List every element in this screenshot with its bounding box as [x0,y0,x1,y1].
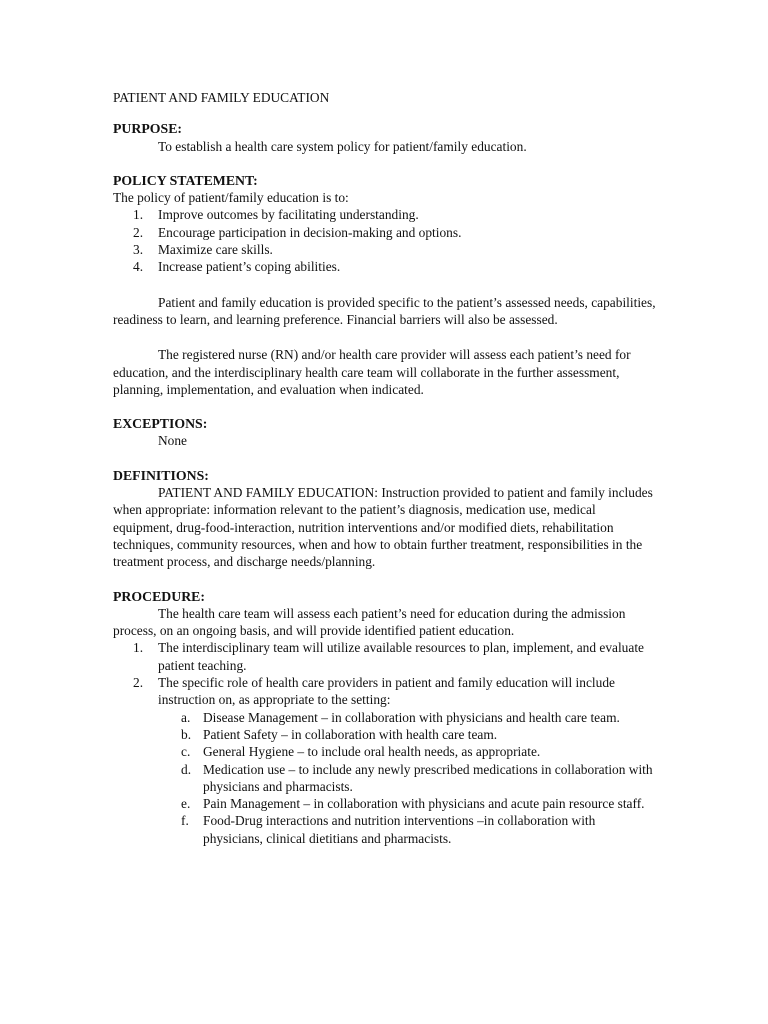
list-item [113,674,658,847]
sublist-item [113,812,658,847]
list-item [113,206,658,223]
sublist-item [113,709,658,726]
list-item-text: The specific role of health care providers in patient and family education will include instruction on, as appropriate to the setting: [158,675,615,708]
list-marker: 2. [133,675,144,691]
exceptions-text: None [158,433,188,449]
procedure-heading: PROCEDURE: [113,588,205,604]
list-marker: 2. [133,224,144,240]
sublist-item-text: Disease Management – in collaboration with physicians and health care team. [203,709,620,725]
definitions-heading: DEFINITIONS: [113,467,209,483]
list-item-text: The interdisciplinary team will utilize available resources to plan, implement, and evaluate patient teaching. [158,640,644,673]
list-item-text: Encourage participation in decision-making and options. [158,224,462,240]
sublist-item [113,761,658,796]
sublist-marker: a. [181,709,191,725]
procedure-sublist [158,709,658,847]
policy-heading: POLICY STATEMENT: [113,172,258,188]
list-marker: 4. [133,259,144,275]
sublist-item [113,743,658,760]
sublist-marker: c. [181,744,191,760]
list-marker: 1. [133,640,144,656]
list-item-text: Increase patient’s coping abilities. [158,259,341,275]
sublist-item-text: Patient Safety – in collaboration with health care team. [203,726,498,742]
list-item-text: Maximize care skills. [158,242,273,258]
document-page [113,89,658,847]
sublist-item [113,726,658,743]
list-item [113,639,658,674]
document-title: PATIENT AND FAMILY EDUCATION [113,90,330,105]
sublist-marker: d. [181,761,192,777]
list-item [113,258,658,275]
policy-list [113,206,658,275]
sublist-item-text: Food-Drug interactions and nutrition interventions –in collaboration with physicians, clinical dietitians and pharmacists. [203,813,596,846]
procedure-intro: The health care team will assess each patient’s need for education during the admission process, on an ongoing basis, and will provide identified patient education. [113,605,626,639]
definitions-text: PATIENT AND FAMILY EDUCATION: Instruction provided to patient and family includes when appropriate: information relevant to the patient’s diagnosis, medication use, medical equipment, drug-food-interaction, nutrition interventions and/or modified diets, rehabilitation techniques, community resources, when and how to obtain further treatment, responsibilities in the treatment process, and discharge needs/planning. [113,485,653,570]
sublist-item-text: Pain Management – in collaboration with physicians and acute pain resource staff. [203,796,645,812]
sublist-item [113,795,658,812]
sublist-item-text: Medication use – to include any newly prescribed medications in collaboration with physicians and pharmacists. [203,761,653,794]
list-item-text: Improve outcomes by facilitating understanding. [158,207,419,223]
list-item [113,224,658,241]
sublist-marker: e. [181,796,191,812]
procedure-list [113,639,658,847]
list-marker: 3. [133,242,144,258]
list-item [113,241,658,258]
list-marker: 1. [133,207,144,223]
sublist-item-text: General Hygiene – to include oral health needs, as appropriate. [203,744,541,760]
sublist-marker: b. [181,726,192,742]
policy-intro: The policy of patient/family education is to: [113,190,349,206]
exceptions-heading: EXCEPTIONS: [113,416,208,432]
purpose-heading: PURPOSE: [113,121,182,137]
policy-paragraph-2: The registered nurse (RN) and/or health care provider will assess each patient’s need for education, and the interdisciplinary health care team will collaborate in the further assessment, planning, implementation, and evaluation when indicated. [113,347,631,397]
policy-paragraph-1: Patient and family education is provided specific to the patient’s assessed needs, capabilities, readiness to learn, and learning preference. Financial barriers will also be assessed. [113,294,656,327]
purpose-text: To establish a health care system policy for patient/family education. [158,138,527,154]
sublist-marker: f. [181,813,189,829]
